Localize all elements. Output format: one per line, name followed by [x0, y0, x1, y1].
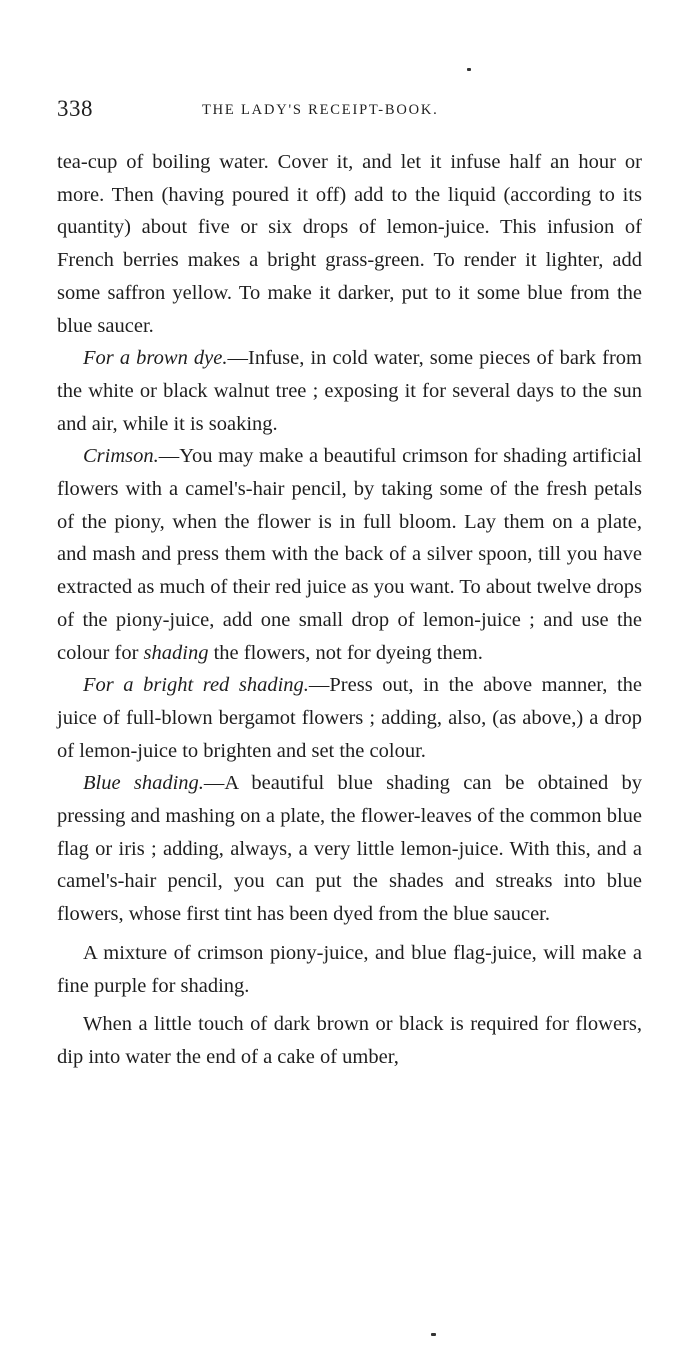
paragraph-brown-dye	[57, 342, 642, 440]
body-text	[57, 146, 642, 1074]
paragraph-text: tea-cup of boiling water. Cover it, and let it infuse half an hour or more. Then (having poured it off) add to the liquid (according to its quantity) about five or six drops of lemon-juice. This infusion of French berries makes a bright grass-green. To render it lighter, add some saffron yellow. To make it darker, put to it some blue from the blue saucer.	[57, 151, 642, 337]
emphasis-word: shading	[143, 641, 209, 664]
running-title: THE LADY'S RECEIPT-BOOK.	[202, 102, 439, 118]
paragraph-crimson	[57, 440, 642, 669]
ink-speck-top	[467, 68, 471, 71]
paragraph-green-dye-continued	[57, 146, 642, 342]
paragraph-text: —You may make a beautiful crimson for shading artificial flowers with a camel's-hair pencil, by taking some of the fresh petals of the piony, when the flower is in full bloom. Lay them on a plate, and mash and press them with the back of a silver spoon, till you have extracted as much of their red juice as you want. To about twelve drops of the piony-juice, add one small drop of lemon-juice ; and use the colour for	[57, 445, 642, 664]
paragraph-bright-red-shading	[57, 669, 642, 767]
paragraph-blue-shading	[57, 767, 642, 931]
section-label: For a brown dye.	[83, 347, 228, 370]
paragraph-text: When a little touch of dark brown or black is required for flowers, dip into water the end of a cake of umber,	[57, 1013, 642, 1068]
page-header	[57, 96, 642, 126]
section-label: For a bright red shading.	[83, 674, 309, 697]
page-number: 338	[57, 96, 93, 121]
paragraph-text: A mixture of crimson piony-juice, and blue flag-juice, will make a fine purple for shading.	[57, 941, 642, 997]
section-label: Blue shading.	[83, 772, 204, 795]
paragraph-dark-brown-touch	[57, 1008, 642, 1073]
paragraph-text: —Infuse, in cold water, some pieces of bark from the white or black walnut tree ; exposing it for several days to the sun and air, while it is soaking.	[57, 347, 642, 435]
ink-speck-bottom	[431, 1333, 436, 1336]
paragraph-text: —A beautiful blue shading can be obtained by pressing and mashing on a plate, the flower-leaves of the common blue flag or iris ; adding, always, a very little lemon-juice. With this, and a camel's-hair pencil, you can put the shades and streaks into blue flowers, whose first tint has been dyed from the blue saucer.	[57, 772, 642, 926]
paragraph-text-after: the flowers, not for dyeing them.	[208, 641, 483, 664]
section-label: Crimson.	[83, 445, 159, 468]
paragraph-text: —Press out, in the above manner, the juice of full-blown bergamot flowers ; adding, also, (as above,) a drop of lemon-juice to brighten and set the colour.	[57, 674, 643, 762]
paragraph-purple-mixture	[57, 937, 642, 1002]
